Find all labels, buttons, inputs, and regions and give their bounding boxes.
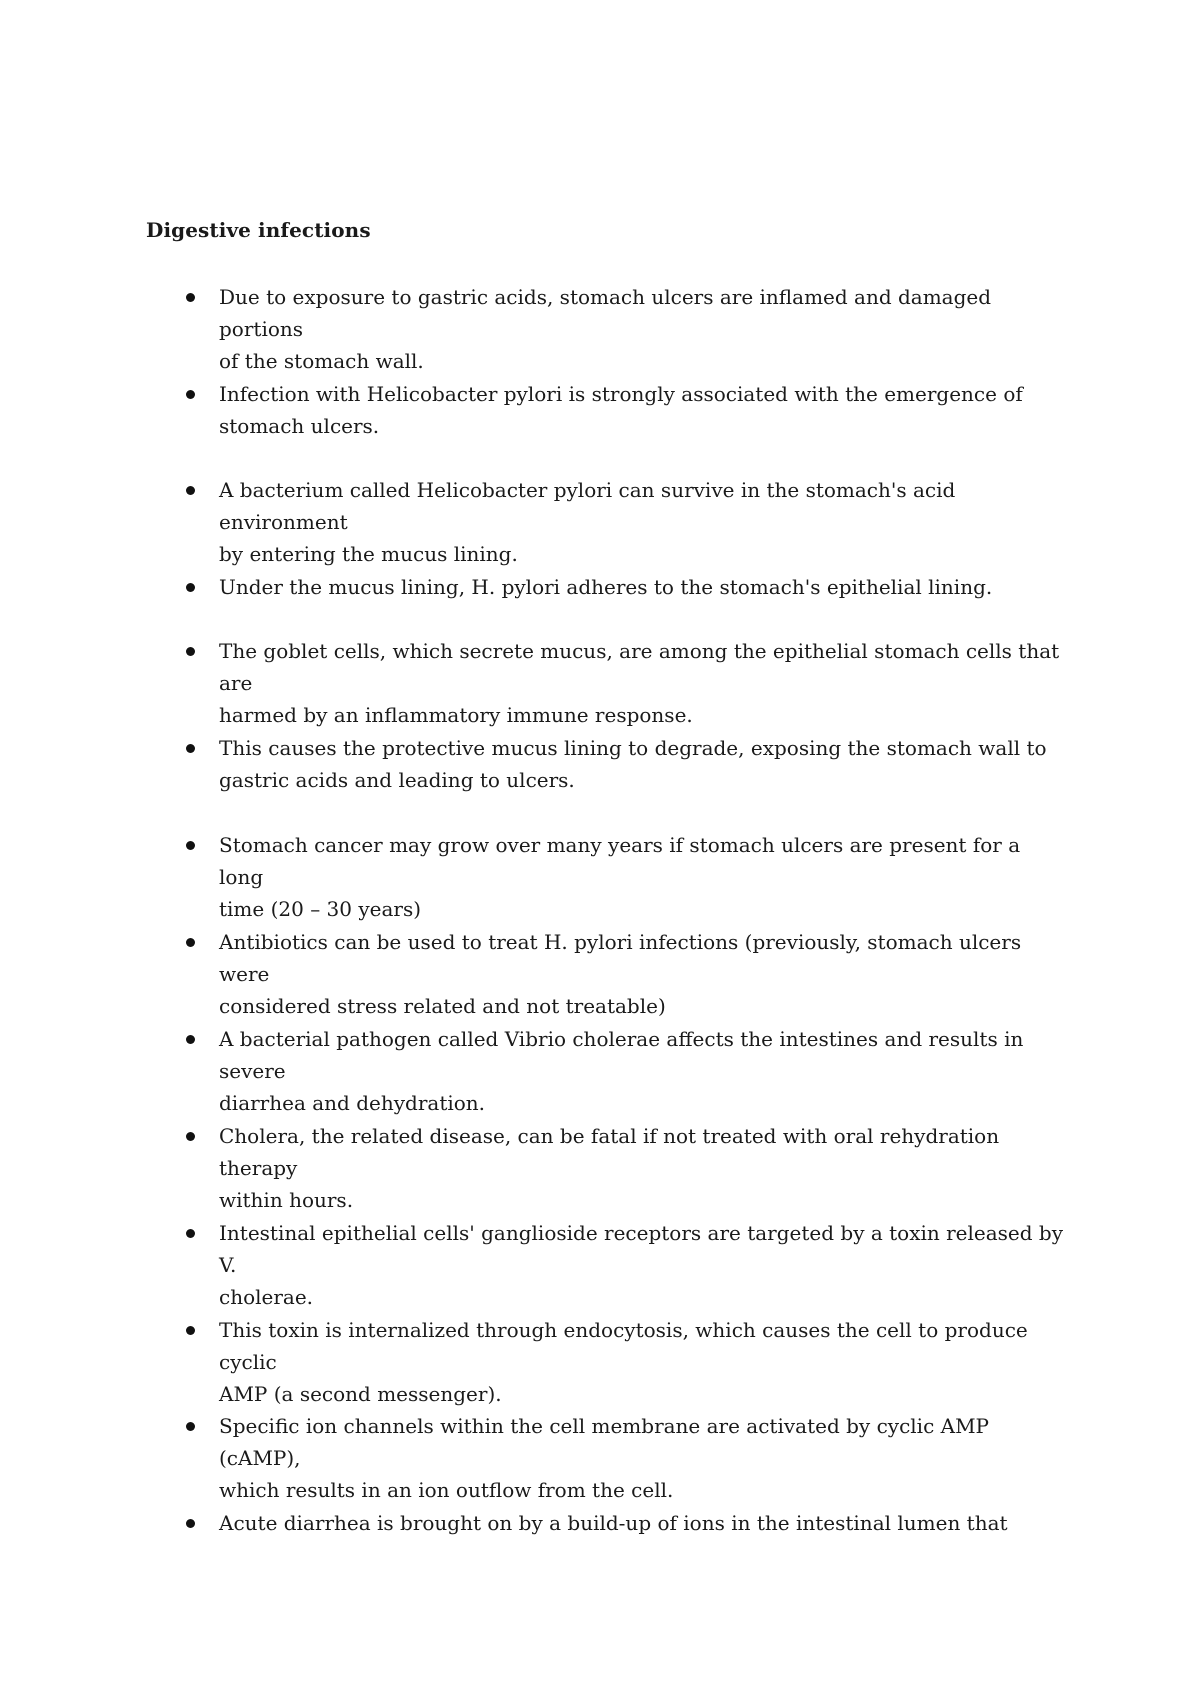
list-item-text [219, 571, 1069, 603]
bullet-icon [186, 1519, 195, 1528]
list-item-line: This toxin is internalized through endocytosis, which causes the cell to produce cyclic [219, 1318, 1028, 1374]
list-item-line: Antibiotics can be used to treat H. pylori infections (previously, stomach ulcers were [219, 930, 1022, 986]
list-item-text [219, 1314, 1069, 1410]
list-item-line: A bacterial pathogen called Vibrio cholerae affects the intestines and results in severe [219, 1027, 1024, 1083]
bullet-icon [186, 1422, 195, 1431]
list-item-line: cholerae. [219, 1285, 314, 1309]
bullet-icon [186, 583, 195, 592]
list-item-text [219, 926, 1069, 1022]
list-item-text [219, 635, 1069, 731]
list-item-text [219, 378, 1069, 442]
list-item-line: The goblet cells, which secrete mucus, are among the epithelial stomach cells that are [219, 639, 1060, 695]
bullet-icon [186, 1132, 195, 1141]
list-item-line: gastric acids and leading to ulcers. [219, 768, 575, 792]
bullet-icon [186, 293, 195, 302]
list-item-line: diarrhea and dehydration. [219, 1091, 486, 1115]
bullet-icon [186, 486, 195, 495]
list-item-text [219, 1023, 1069, 1119]
list-item-line: of the stomach wall. [219, 349, 424, 373]
list-item-line: by entering the mucus lining. [219, 542, 518, 566]
list-item-line: Infection with Helicobacter pylori is strongly associated with the emergence of [219, 382, 1023, 406]
list-item-text [219, 1120, 1069, 1216]
list-item-line: Cholera, the related disease, can be fatal if not treated with oral rehydration therapy [219, 1124, 1000, 1180]
list-item-text [219, 1507, 1069, 1539]
bullet-icon [186, 744, 195, 753]
list-item-line: time (20 – 30 years) [219, 897, 422, 921]
bullet-icon [186, 390, 195, 399]
bullet-icon [186, 938, 195, 947]
bullet-icon [186, 1229, 195, 1238]
list-item-line: Due to exposure to gastric acids, stomach ulcers are inflamed and damaged portions [219, 285, 992, 341]
document-heading: Digestive infections [146, 218, 371, 242]
bullet-icon [186, 841, 195, 850]
list-item-line: AMP (a second messenger). [219, 1382, 502, 1406]
list-item-line: stomach ulcers. [219, 414, 380, 438]
bullet-icon [186, 1326, 195, 1335]
list-item-line: Specific ion channels within the cell membrane are activated by cyclic AMP (cAMP), [219, 1414, 990, 1470]
list-item-line: which results in an ion outflow from the cell. [219, 1478, 674, 1502]
list-item-line: Stomach cancer may grow over many years if stomach ulcers are present for a long [219, 833, 1021, 889]
list-item-line: Under the mucus lining, H. pylori adheres to the stomach's epithelial lining. [219, 575, 993, 599]
list-item-text [219, 1410, 1069, 1506]
list-item-text [219, 281, 1069, 377]
list-item-line: This causes the protective mucus lining to degrade, exposing the stomach wall to [219, 736, 1047, 760]
list-item-line: A bacterium called Helicobacter pylori can survive in the stomach's acid environment [219, 478, 956, 534]
bullet-icon [186, 1035, 195, 1044]
list-item-text [219, 829, 1069, 925]
list-item-line: within hours. [219, 1188, 354, 1212]
list-item-line: considered stress related and not treatable) [219, 994, 666, 1018]
list-item-text [219, 474, 1069, 570]
bullet-icon [186, 647, 195, 656]
list-item-text [219, 1217, 1069, 1313]
list-item-line: Acute diarrhea is brought on by a build-up of ions in the intestinal lumen that [219, 1511, 1008, 1535]
list-item-line: harmed by an inflammatory immune response. [219, 703, 693, 727]
list-item-text [219, 732, 1069, 796]
list-item-line: Intestinal epithelial cells' ganglioside receptors are targeted by a toxin released by V. [219, 1221, 1064, 1277]
